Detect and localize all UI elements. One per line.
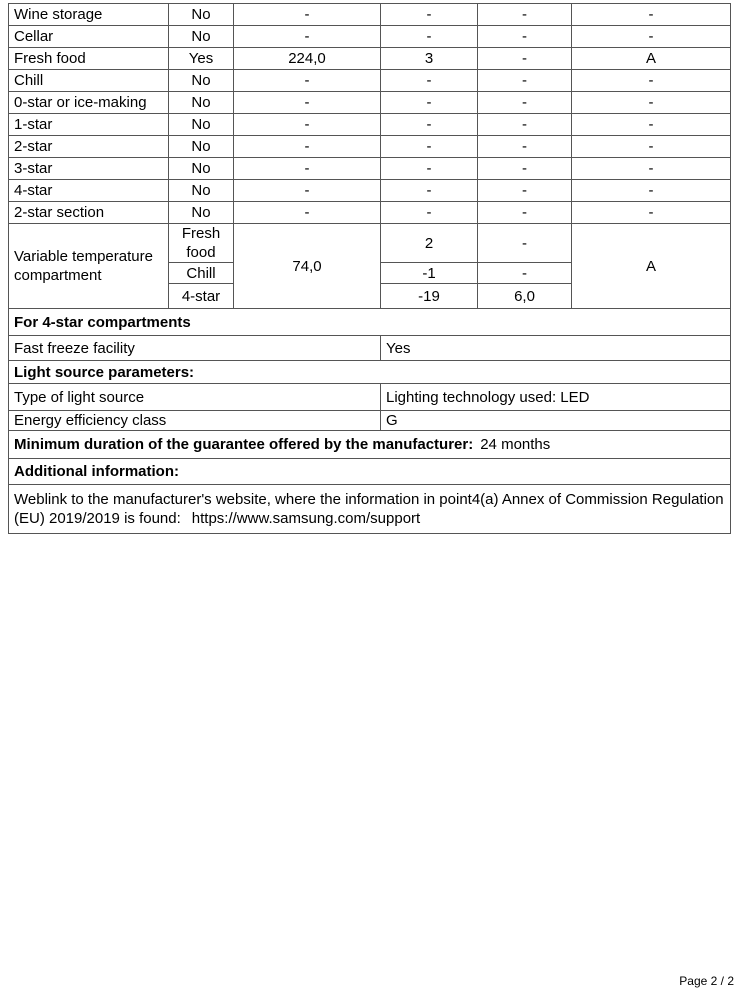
fast-freeze-value: Yes [381, 336, 731, 361]
compartment-label: Wine storage [9, 4, 169, 26]
compartment-temperature: - [381, 202, 478, 224]
row-energy-efficiency-class [9, 411, 731, 431]
variable-temp-row-fresh-food [9, 224, 731, 263]
compartment-label: 1-star [9, 114, 169, 136]
compartment-label: 2-star section [9, 202, 169, 224]
compartment-present: No [169, 202, 234, 224]
variable-temp-freezing-capacity: 6,0 [478, 284, 572, 309]
variable-temp-freezing-capacity: - [478, 263, 572, 284]
compartment-row-fresh-food [9, 48, 731, 70]
compartment-row-4-star [9, 180, 731, 202]
compartment-class: - [572, 4, 731, 26]
energy-class-label: Energy efficiency class [9, 411, 381, 431]
guarantee-cell [9, 431, 731, 459]
compartment-temperature: - [381, 114, 478, 136]
compartment-freezing-capacity: - [478, 4, 572, 26]
variable-temp-volume: 74,0 [234, 224, 381, 309]
section-header-text: Light source parameters: [9, 361, 731, 384]
variable-temp-label: Variable temperature compartment [9, 224, 169, 309]
compartment-volume: - [234, 26, 381, 48]
compartment-freezing-capacity: - [478, 202, 572, 224]
section-header-text: Additional information: [9, 459, 731, 485]
section-header-text: For 4-star compartments [9, 309, 731, 336]
compartment-label: 2-star [9, 136, 169, 158]
row-weblink [9, 485, 731, 534]
compartment-volume: - [234, 70, 381, 92]
compartment-present: No [169, 70, 234, 92]
compartment-label: Chill [9, 70, 169, 92]
section-header-4-star [9, 309, 731, 336]
row-guarantee [9, 431, 731, 459]
compartment-class: - [572, 180, 731, 202]
compartment-volume: - [234, 158, 381, 180]
compartment-freezing-capacity: - [478, 48, 572, 70]
compartment-freezing-capacity: - [478, 92, 572, 114]
compartment-row-chill [9, 70, 731, 92]
light-source-type-value: Lighting technology used: LED [381, 384, 731, 411]
variable-temp-temperature: 2 [381, 224, 478, 263]
compartment-row-2-star [9, 136, 731, 158]
variable-temp-temperature: -1 [381, 263, 478, 284]
light-source-type-label: Type of light source [9, 384, 381, 411]
row-light-source-type [9, 384, 731, 411]
page-number: Page 2 / 2 [679, 974, 734, 988]
compartment-class: - [572, 114, 731, 136]
compartment-temperature: 3 [381, 48, 478, 70]
compartment-present: No [169, 158, 234, 180]
weblink-cell [9, 485, 731, 534]
compartment-volume: - [234, 92, 381, 114]
compartment-label: 3-star [9, 158, 169, 180]
guarantee-value: 24 months [480, 436, 551, 453]
compartment-class: - [572, 70, 731, 92]
compartment-label: 4-star [9, 180, 169, 202]
compartment-class: - [572, 92, 731, 114]
compartment-present: No [169, 26, 234, 48]
variable-temp-subtype: Chill [169, 263, 234, 284]
compartment-class: - [572, 158, 731, 180]
compartment-class: - [572, 136, 731, 158]
compartment-class: - [572, 26, 731, 48]
compartment-volume: - [234, 180, 381, 202]
compartment-row-wine-storage [9, 4, 731, 26]
weblink-url: https://www.samsung.com/support [191, 510, 421, 527]
compartment-temperature: - [381, 70, 478, 92]
compartment-temperature: - [381, 92, 478, 114]
compartment-freezing-capacity: - [478, 26, 572, 48]
compartment-class: A [572, 48, 731, 70]
fast-freeze-label: Fast freeze facility [9, 336, 381, 361]
variable-temp-subtype: 4-star [169, 284, 234, 309]
product-fiche-table [8, 3, 731, 534]
variable-temp-class: A [572, 224, 731, 309]
compartment-row-1-star [9, 114, 731, 136]
compartment-present: No [169, 4, 234, 26]
compartment-temperature: - [381, 136, 478, 158]
weblink-text: Weblink to the manufacturer's website, where the information in point4(a) Annex of Commission Regulation (EU) 2019/2019 is found: [14, 491, 724, 527]
compartment-freezing-capacity: - [478, 158, 572, 180]
energy-class-value: G [381, 411, 731, 431]
compartment-row-2-star-section [9, 202, 731, 224]
compartment-volume: - [234, 114, 381, 136]
compartment-freezing-capacity: - [478, 114, 572, 136]
compartment-row-cellar [9, 26, 731, 48]
compartment-label: 0-star or ice-making [9, 92, 169, 114]
section-header-light-source [9, 361, 731, 384]
row-fast-freeze [9, 336, 731, 361]
compartment-present: No [169, 136, 234, 158]
compartment-label: Fresh food [9, 48, 169, 70]
variable-temp-freezing-capacity: - [478, 224, 572, 263]
compartment-present: No [169, 114, 234, 136]
compartment-temperature: - [381, 158, 478, 180]
compartment-present: Yes [169, 48, 234, 70]
section-header-additional-info [9, 459, 731, 485]
compartment-row-3-star [9, 158, 731, 180]
compartment-present: No [169, 180, 234, 202]
compartment-volume: - [234, 136, 381, 158]
compartment-volume: - [234, 4, 381, 26]
compartment-class: - [572, 202, 731, 224]
variable-temp-subtype: Fresh food [169, 224, 234, 263]
compartment-volume: 224,0 [234, 48, 381, 70]
compartment-row-0-star [9, 92, 731, 114]
compartment-temperature: - [381, 26, 478, 48]
compartment-label: Cellar [9, 26, 169, 48]
guarantee-label: Minimum duration of the guarantee offered by the manufacturer: [14, 436, 474, 453]
compartment-volume: - [234, 202, 381, 224]
compartment-freezing-capacity: - [478, 136, 572, 158]
compartment-freezing-capacity: - [478, 180, 572, 202]
compartment-temperature: - [381, 4, 478, 26]
compartment-freezing-capacity: - [478, 70, 572, 92]
compartment-temperature: - [381, 180, 478, 202]
variable-temp-temperature: -19 [381, 284, 478, 309]
compartment-present: No [169, 92, 234, 114]
